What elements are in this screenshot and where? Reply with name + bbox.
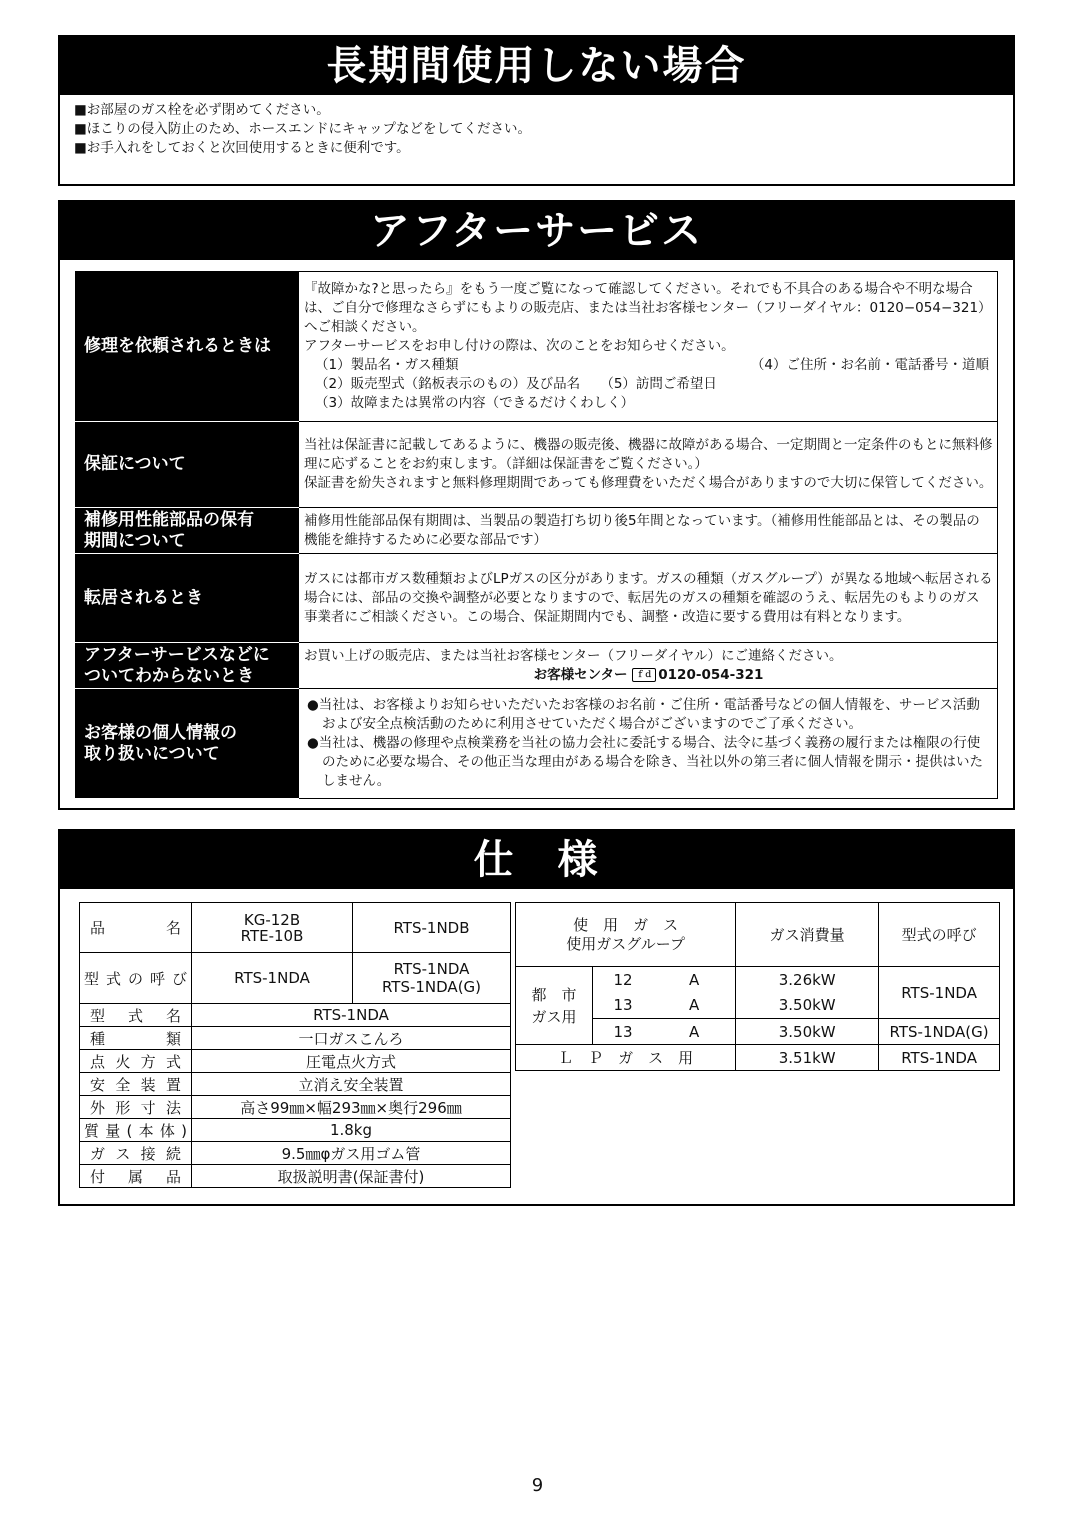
spec-header-model-c: RTS-1NDB <box>353 903 511 953</box>
spec-header-model-ab <box>192 903 353 953</box>
table-row <box>76 272 998 422</box>
parts-label <box>76 508 299 554</box>
spec-call-header: 型式の呼び <box>879 903 1000 967</box>
table-row <box>80 1004 511 1027</box>
parts-label-line-2: 期間について <box>84 530 186 551</box>
spec-row-label: 型式名 <box>80 1004 192 1027</box>
privacy-label-line-1: お客様の個人情報の <box>84 722 237 743</box>
spec-table-right <box>515 902 1000 1071</box>
customer-center-label: お客様センター <box>533 666 628 683</box>
privacy-bullet-2: ●当社は、機器の修理や点検業務を当社の協力会社に委託する場合、法令に基づく義務の履行または権限の行使のために必要な場合、その他正当な理由がある場合を除き、当社以外の第三者に個人情報を開示・提供はいたしません。 <box>307 735 983 789</box>
customer-center-phone: 0120-054-321 <box>658 666 764 683</box>
spec-call-b <box>353 953 511 1004</box>
privacy-bullet-1: ●当社は、お客様よりお知らせいただいたお客様のお名前・ご住所・電話番号などの個人情報を、サービス活動および安全点検活動のために利用させていただく場合がございますのでご了承ください。 <box>307 697 980 732</box>
long-term-list <box>74 101 1013 158</box>
spec-row-value: 一口ガスこんろ <box>192 1027 511 1050</box>
spec-model-a: KG-12B <box>243 910 301 929</box>
spec-row-label: 質量(本体) <box>80 1119 192 1142</box>
spec-city-gas-1: 都 市 <box>531 985 577 1004</box>
moving-body: ガスには都市ガス数種類およびLPガスの区分があります。ガスの種類（ガスグループ）が異なる地域へ転居される場合には、部品の交換や調整が必要となりますので、転居先のガスの種類を確認のうえ、転居先のもよりのガス事業者にご相談ください。この場合、保証期間内でも、調整・改造に要する費用は有料となります。 <box>299 554 998 643</box>
spec-group: 13 <box>593 993 654 1019</box>
spec-row-label: 種類 <box>80 1027 192 1050</box>
warranty-body <box>299 422 998 508</box>
privacy-label <box>76 689 299 799</box>
table-row <box>80 1142 511 1165</box>
privacy-label-line-2: 取り扱いについて <box>84 743 220 764</box>
spec-row-label: 安全装置 <box>80 1073 192 1096</box>
spec-call-b1: RTS-1NDA <box>393 960 470 978</box>
after-service-title: アフターサービス <box>60 202 1013 260</box>
parts-label-line-1: 補修用性能部品の保有 <box>84 509 254 530</box>
spec-row-label: 付属品 <box>80 1165 192 1188</box>
table-row <box>80 903 511 953</box>
spec-section <box>58 829 1015 1206</box>
spec-group: 12 <box>593 967 654 993</box>
table-row <box>80 1050 511 1073</box>
unknown-label <box>76 643 299 689</box>
moving-label: 転居されるとき <box>76 554 299 643</box>
spec-row-value: 取扱説明書(保証書付) <box>192 1165 511 1188</box>
spec-city-gas-2: ガス用 <box>531 1007 577 1026</box>
unknown-text: お買い上げの販売店、または当社お客様センター（フリーダイヤル）にご連絡ください。 <box>304 647 843 664</box>
spec-call-a: RTS-1NDA <box>192 953 353 1004</box>
table-row <box>76 689 998 799</box>
repair-text-2: アフターサービスをお申し付けの際は、次のことをお知らせください。 <box>304 338 735 354</box>
after-service-section <box>58 200 1015 810</box>
spec-row-label: ガス接続 <box>80 1142 192 1165</box>
spec-gas-header <box>516 903 736 967</box>
repair-item-2: （2）販売型式（銘板表示のもの）及び品名 <box>315 376 581 392</box>
repair-item-3: （3）故障または異常の内容（できるだけくわしく） <box>315 395 635 411</box>
spec-call-label: 型式の呼び <box>80 953 192 1004</box>
warranty-text: 当社は保証書に記載してあるように、機器の販売後、機器に故障がある場合、一定期間と一定条件のもとに無料修理に応ずることをお約束します。（詳細は保証書をご覧ください。） <box>304 437 993 472</box>
list-item: ■お部屋のガス栓を必ず閉めてください。 <box>74 102 330 118</box>
repair-items-row-2 <box>304 375 993 394</box>
spec-group-a: A <box>653 993 736 1019</box>
repair-text: 『故障かな?と思ったら』をもう一度ご覧になって確認してください。それでも不具合のある場合や不明な場合は、ご自分で修理なさらずにもよりの販売店、または当社お客様センター（フリーダイヤル：0120−054−321）へご相談ください。 <box>304 281 992 335</box>
table-row <box>80 953 511 1004</box>
spec-header-name: 品 名 <box>80 903 192 953</box>
spec-row-value: 高さ99㎜×幅293㎜×奥行296㎜ <box>192 1096 511 1119</box>
spec-row-value: 圧電点火方式 <box>192 1050 511 1073</box>
parts-body: 補修用性能部品保有期間は、当製品の製造打ち切り後5年間となっています。（補修用性能部品とは、その製品の機能を維持するために必要な部品です） <box>299 508 998 554</box>
customer-center-line <box>304 666 993 685</box>
table-row <box>80 1165 511 1188</box>
table-row <box>76 554 998 643</box>
spec-call-b2: RTS-1NDA(G) <box>381 978 482 996</box>
spec-row-value: 1.8kg <box>192 1119 511 1142</box>
spec-group-a: A <box>653 1019 736 1045</box>
repair-body <box>299 272 998 422</box>
spec-row-value: 9.5㎜φガス用ゴム管 <box>192 1142 511 1165</box>
table-row <box>76 643 998 689</box>
unknown-body <box>299 643 998 689</box>
spec-kw: 3.50kW <box>736 993 879 1019</box>
spec-consumption-header: ガス消費量 <box>736 903 879 967</box>
spec-kw: 3.50kW <box>736 1019 879 1045</box>
spec-table-left <box>79 902 511 1188</box>
repair-items-row <box>304 356 993 375</box>
list-item: ■ほこりの侵入防止のため、ホースエンドにキャップなどをしてください。 <box>74 121 532 137</box>
spec-lp: Ｌ Ｐ ガ ス 用 <box>516 1045 736 1071</box>
table-row <box>80 1119 511 1142</box>
spec-kw: 3.51kW <box>736 1045 879 1071</box>
table-row <box>516 1045 1000 1071</box>
spec-gas-header-2: 使用ガスグループ <box>566 934 685 953</box>
table-row <box>76 422 998 508</box>
free-dial-icon: ｆｄ <box>632 668 656 682</box>
unknown-label-line-1: アフターサービスなどに <box>84 644 270 665</box>
spec-row-label: 点火方式 <box>80 1050 192 1073</box>
spec-city-gas <box>516 967 593 1045</box>
spec-title: 仕 様 <box>60 831 1013 889</box>
table-row <box>80 1096 511 1119</box>
spec-model-b: RTE-10B <box>240 926 304 945</box>
warranty-label: 保証について <box>76 422 299 508</box>
spec-row-value: 立消え安全装置 <box>192 1073 511 1096</box>
after-service-table <box>75 271 998 799</box>
spec-kw: 3.26kW <box>736 967 879 993</box>
spec-row-value: RTS-1NDA <box>192 1004 511 1027</box>
long-term-title: 長期間使用しない場合 <box>60 37 1013 95</box>
repair-item-4: （4）ご住所・お名前・電話番号・道順 <box>750 357 989 373</box>
warranty-text-2: 保証書を紛失されますと無料修理期間であっても修理費をいただく場合がありますので大切に保管してください。 <box>304 475 993 491</box>
list-item: ■お手入れをしておくと次回使用するときに便利です。 <box>74 140 410 156</box>
unknown-label-line-2: ついてわからないとき <box>84 665 254 686</box>
page-number: 9 <box>531 1475 544 1496</box>
repair-item-1: （1）製品名・ガス種類 <box>315 357 459 373</box>
spec-group: 13 <box>593 1019 654 1045</box>
spec-call: RTS-1NDA <box>879 967 1000 1019</box>
table-row <box>80 1027 511 1050</box>
long-term-section <box>58 35 1015 186</box>
spec-group-a: A <box>653 967 736 993</box>
spec-call: RTS-1NDA <box>879 1045 1000 1071</box>
spec-call: RTS-1NDA(G) <box>879 1019 1000 1045</box>
table-row <box>80 1073 511 1096</box>
repair-label: 修理を依頼されるときは <box>76 272 299 422</box>
spec-row-label: 外形寸法 <box>80 1096 192 1119</box>
table-row <box>516 903 1000 967</box>
privacy-body <box>299 689 998 799</box>
spec-gas-header-1: 使 用 ガ ス <box>573 915 679 934</box>
table-row <box>516 967 1000 993</box>
table-row <box>76 508 998 554</box>
repair-item-5: （5）訪問ご希望日 <box>607 376 717 392</box>
